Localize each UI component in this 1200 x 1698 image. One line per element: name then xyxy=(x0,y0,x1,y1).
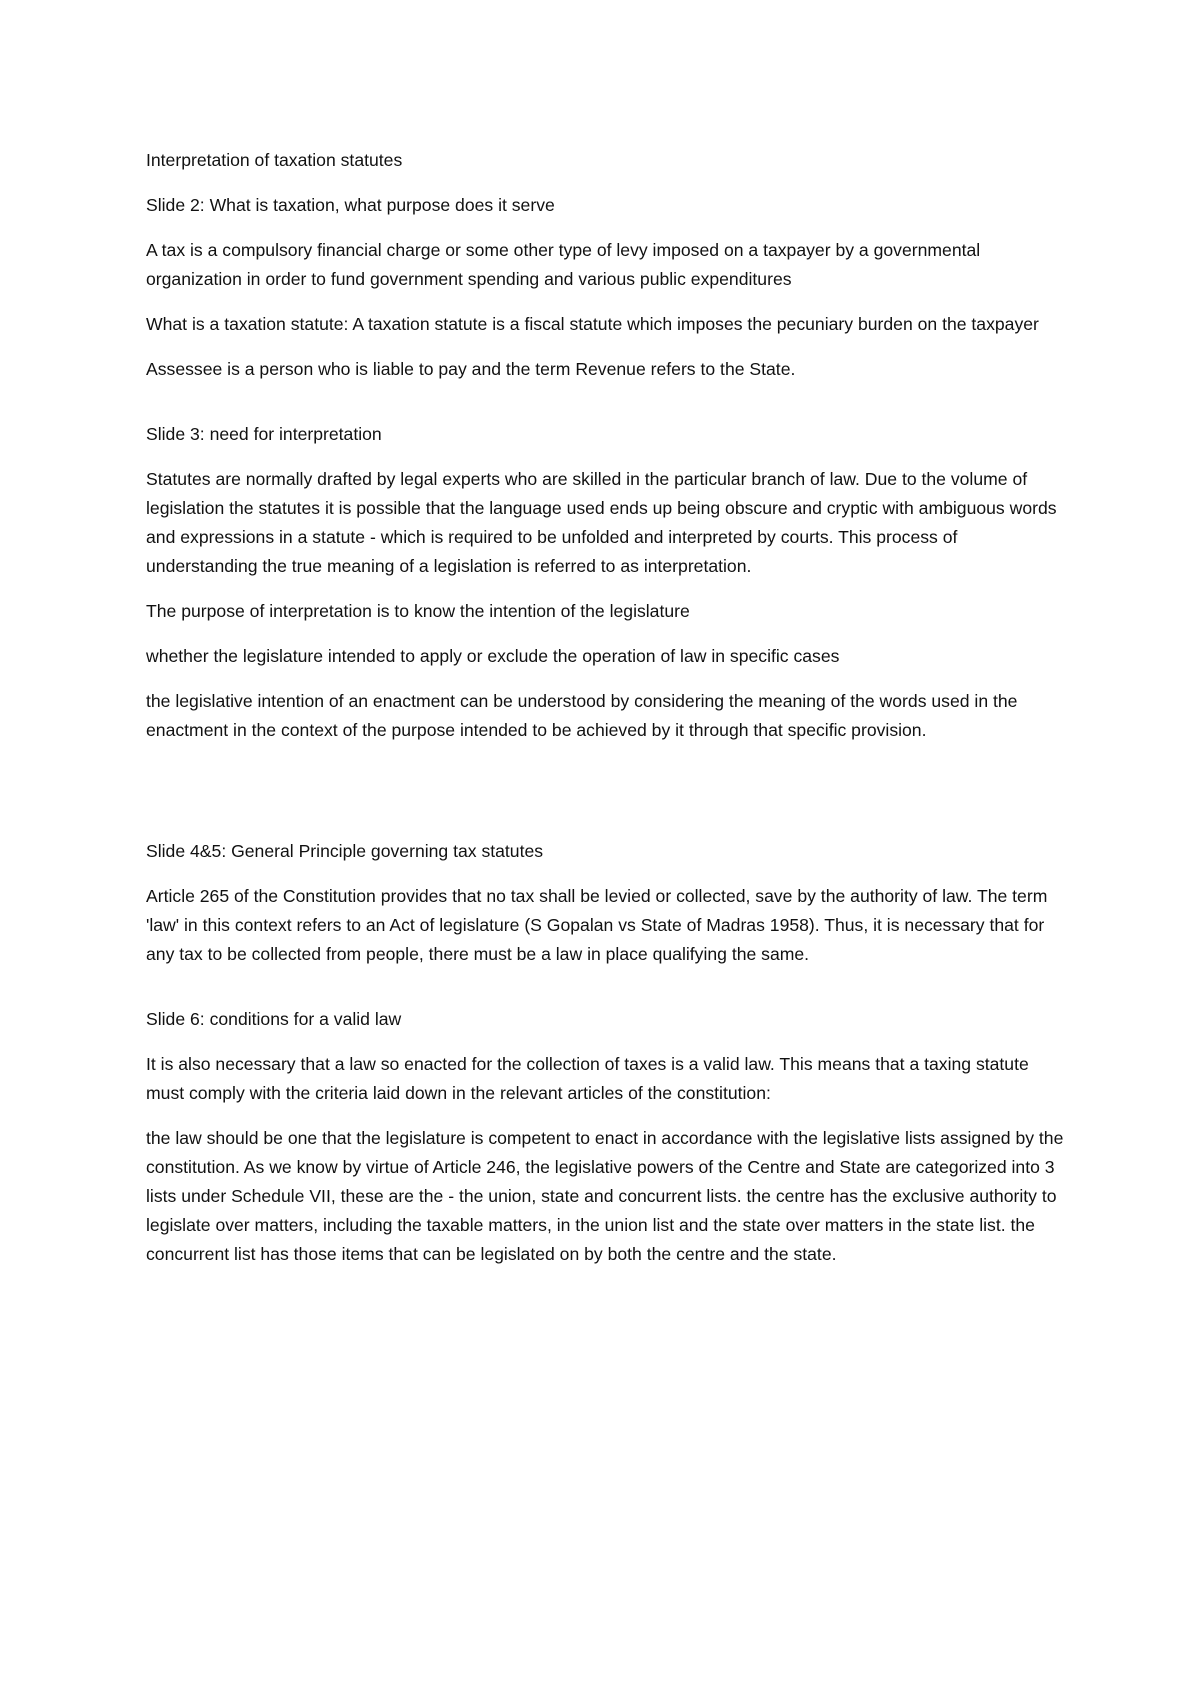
document-title: Interpretation of taxation statutes xyxy=(146,150,403,170)
slide-6-heading: Slide 6: conditions for a valid law xyxy=(146,1009,402,1029)
legislative-intention-paragraph: the legislative intention of an enactment can be understood by considering the meaning of the words used in the enactment in the context of the purpose intended to be achieved by it through that specific provision. xyxy=(146,691,1018,740)
legislature-intent-paragraph: whether the legislature intended to apply or exclude the operation of law in specific cases xyxy=(146,646,840,666)
slide-3-heading: Slide 3: need for interpretation xyxy=(146,424,382,444)
assessee-paragraph: Assessee is a person who is liable to pay and the term Revenue refers to the State. xyxy=(146,359,796,379)
slide-2-heading: Slide 2: What is taxation, what purpose does it serve xyxy=(146,195,555,215)
article-265-paragraph: Article 265 of the Constitution provides that no tax shall be levied or collected, save by the authority of law. The term 'law' in this context refers to an Act of legislature (S Gopalan vs State of Madras 1958). Thus, it is necessary that for any tax to be collected from people, there must be a law in place qualifying the same. xyxy=(146,886,1048,964)
taxation-statute-paragraph: What is a taxation statute: A taxation statute is a fiscal statute which imposes the pecuniary burden on the taxpayer xyxy=(146,314,1039,334)
statutes-drafting-paragraph: Statutes are normally drafted by legal experts who are skilled in the particular branch of law. Due to the volume of legislation the statutes it is possible that the language used ends up being obscure and cryptic with ambiguous words and expressions in a statute - which is required to be unfolded and interpreted by courts. This process of understanding the true meaning of a legislation is referred to as interpretation. xyxy=(146,469,1057,576)
valid-law-paragraph: It is also necessary that a law so enacted for the collection of taxes is a valid law. This means that a taxing statute must comply with the criteria laid down in the relevant articles of the constitution: xyxy=(146,1054,1029,1103)
slide-4-5-heading: Slide 4&5: General Principle governing tax statutes xyxy=(146,841,544,861)
tax-definition-paragraph: A tax is a compulsory financial charge or some other type of levy imposed on a taxpayer by a governmental organization in order to fund government spending and various public expenditures xyxy=(146,240,981,289)
document-body xyxy=(146,146,1066,1285)
purpose-paragraph: The purpose of interpretation is to know the intention of the legislature xyxy=(146,601,690,621)
legislative-competence-paragraph: the law should be one that the legislature is competent to enact in accordance with the legislative lists assigned by the constitution. As we know by virtue of Article 246, the legislative powers of the Centre and State are categorized into 3 lists under Schedule VII, these are the - the union, state and concurrent lists. the centre has the exclusive authority to legislate over matters, including the taxable matters, in the union list and the state over matters in the state list. the concurrent list has those items that can be legislated on by both the centre and the state. xyxy=(146,1128,1064,1264)
